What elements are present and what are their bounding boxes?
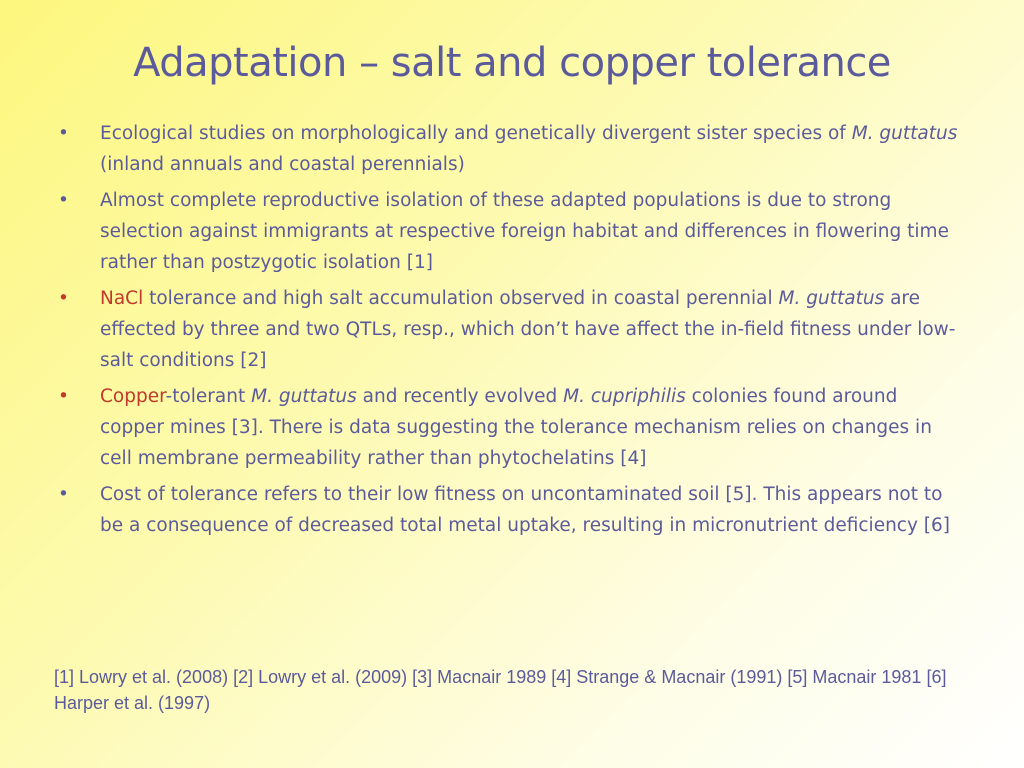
bullet-text: Almost complete reproductive isolation of these adapted populations is due to strong selection against immigrants at respective foreign habitat and differences in flowering time rather than postzygotic isolation [1] bbox=[100, 190, 949, 273]
bullet-text: (inland annuals and coastal perennials) bbox=[100, 154, 465, 175]
bullet-item bbox=[58, 479, 963, 541]
bullet-text: colonies found around copper mines [3]. There is data suggesting the tolerance mechanism relies on changes in cell membrane permeability rather than phytochelatins [4] bbox=[100, 386, 932, 469]
slide-title: Adaptation – salt and copper tolerance bbox=[133, 40, 891, 86]
species-name: M. guttatus bbox=[851, 123, 958, 144]
bullet-text: tolerance and high salt accumulation observed in coastal perennial bbox=[143, 288, 779, 309]
bullet-item bbox=[58, 381, 963, 474]
bullet-dot-icon: • bbox=[58, 288, 69, 309]
bullet-list bbox=[58, 118, 963, 546]
species-name: M. guttatus bbox=[251, 386, 357, 407]
bullet-text: -tolerant bbox=[165, 386, 252, 407]
bullet-item bbox=[58, 185, 963, 278]
bullet-text: and recently evolved bbox=[356, 386, 564, 407]
bullet-item bbox=[58, 283, 963, 376]
bullet-dot-icon: • bbox=[58, 190, 69, 211]
bullet-dot-icon: • bbox=[58, 386, 69, 407]
references: [1] Lowry et al. (2008) [2] Lowry et al. (2009) [3] Macnair 1989 [4] Strange & Macnair (1991) [5] Macnair 1981 [6] Harper et al. (1997) bbox=[54, 667, 947, 713]
highlight-term: NaCl bbox=[100, 288, 144, 309]
species-name: M. cupriphilis bbox=[563, 386, 686, 407]
bullet-dot-icon: • bbox=[58, 484, 69, 505]
bullet-dot-icon: • bbox=[58, 123, 69, 144]
bullet-item bbox=[58, 118, 963, 180]
highlight-term: Copper bbox=[100, 386, 166, 407]
bullet-text: Cost of tolerance refers to their low fitness on uncontaminated soil [5]. This appears not to be a consequence of decreased total metal uptake, resulting in micronutrient deficiency [6] bbox=[100, 484, 951, 536]
bullet-text: Ecological studies on morphologically and genetically divergent sister species of bbox=[100, 123, 852, 144]
bullet-text: are effected by three and two QTLs, resp., which don’t have affect the in-field fitness under low-salt conditions [2] bbox=[100, 288, 956, 371]
species-name: M. guttatus bbox=[778, 288, 885, 309]
